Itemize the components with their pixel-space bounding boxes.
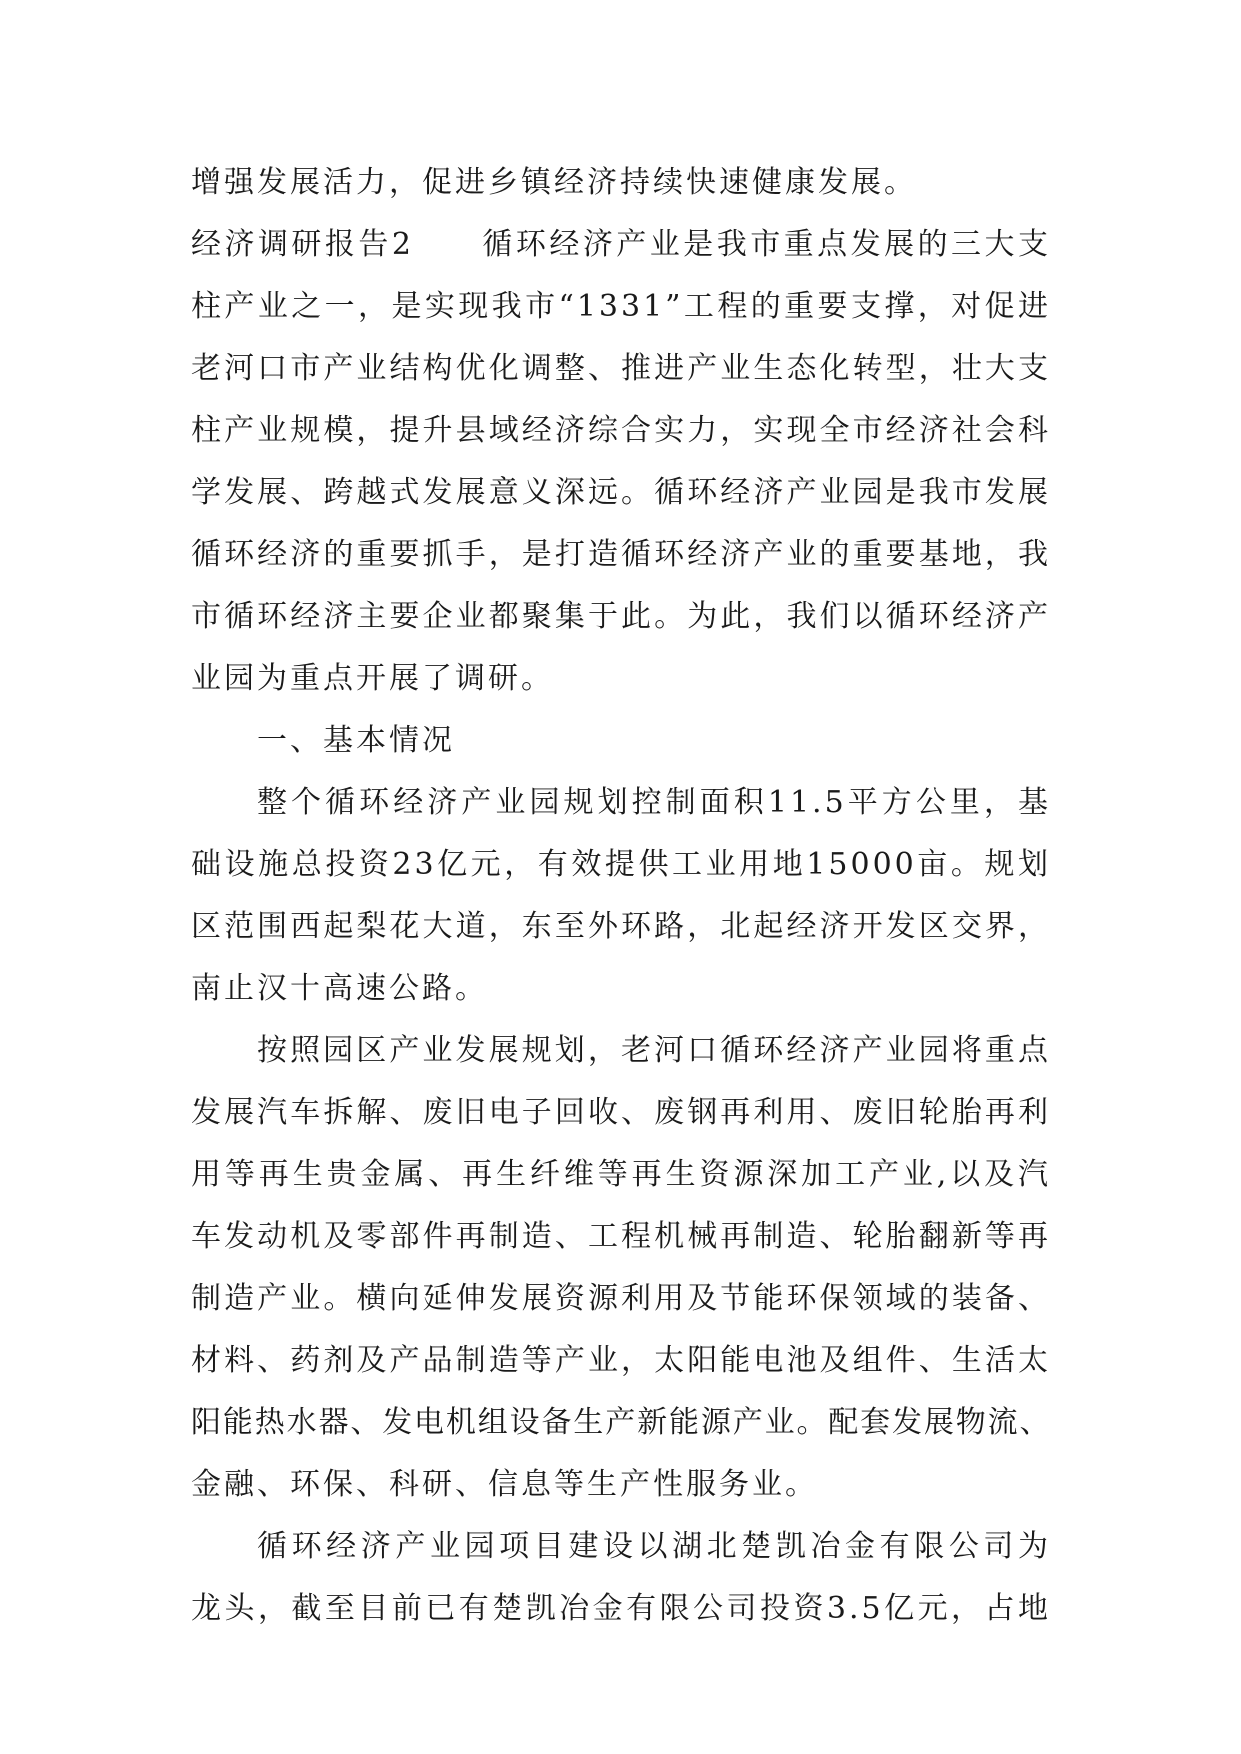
paragraph-line: 制造产业。横向延伸发展资源利用及节能环保领域的装备、 [191, 1281, 1051, 1316]
paragraph-line: 循环经济的重要抓手，是打造循环经济产业的重要基地，我 [191, 537, 1051, 572]
paragraph-line: 车发动机及零部件再制造、工程机械再制造、轮胎翻新等再 [191, 1219, 1051, 1254]
paragraph-line: 整个循环经济产业园规划控制面积11.5平方公里，基 [257, 785, 1051, 820]
report-title: 经济调研报告2 [191, 227, 414, 262]
paragraph-line: 龙头，截至目前已有楚凯冶金有限公司投资3.5亿元，占地 [191, 1591, 1051, 1626]
paragraph-line: 老河口市产业结构优化调整、推进产业生态化转型，壮大支 [191, 351, 1051, 386]
paragraph-line: 发展汽车拆解、废旧电子回收、废钢再利用、废旧轮胎再利 [191, 1095, 1051, 1130]
paragraph-line: 市循环经济主要企业都聚集于此。为此，我们以循环经济产 [191, 599, 1051, 634]
paragraph-line: 用等再生贵金属、再生纤维等再生资源深加工产业,以及汽 [191, 1157, 1051, 1192]
paragraph-line: 柱产业之一，是实现我市“1331”工程的重要支撑，对促进 [191, 289, 1051, 324]
paragraph-line: 学发展、跨越式发展意义深远。循环经济产业园是我市发展 [191, 475, 1051, 510]
paragraph-line: 循环经济产业园项目建设以湖北楚凯冶金有限公司为 [257, 1529, 1051, 1564]
paragraph-line: 柱产业规模，提升县域经济综合实力，实现全市经济社会科 [191, 413, 1051, 448]
paragraph-line: 增强发展活力，促进乡镇经济持续快速健康发展。 [191, 165, 917, 200]
section-heading: 一、基本情况 [257, 723, 455, 758]
paragraph-line: 业园为重点开展了调研。 [191, 661, 554, 696]
paragraph-line: 区范围西起梨花大道，东至外环路，北起经济开发区交界， [191, 909, 1051, 944]
document-body [191, 152, 1051, 1640]
paragraph-line: 础设施总投资23亿元，有效提供工业用地15000亩。规划 [191, 847, 1051, 882]
paragraph-line: 南止汉十高速公路。 [191, 971, 488, 1006]
paragraph-line: 按照园区产业发展规划，老河口循环经济产业园将重点 [257, 1033, 1051, 1068]
paragraph-line: 金融、环保、科研、信息等生产性服务业。 [191, 1467, 818, 1502]
paragraph-line: 阳能热水器、发电机组设备生产新能源产业。配套发展物流、 [191, 1405, 1051, 1440]
paragraph-line: 材料、药剂及产品制造等产业，太阳能电池及组件、生活太 [191, 1343, 1051, 1378]
report-heading-line [191, 214, 1051, 276]
paragraph-line: 循环经济产业是我市重点发展的三大支 [481, 227, 1051, 262]
